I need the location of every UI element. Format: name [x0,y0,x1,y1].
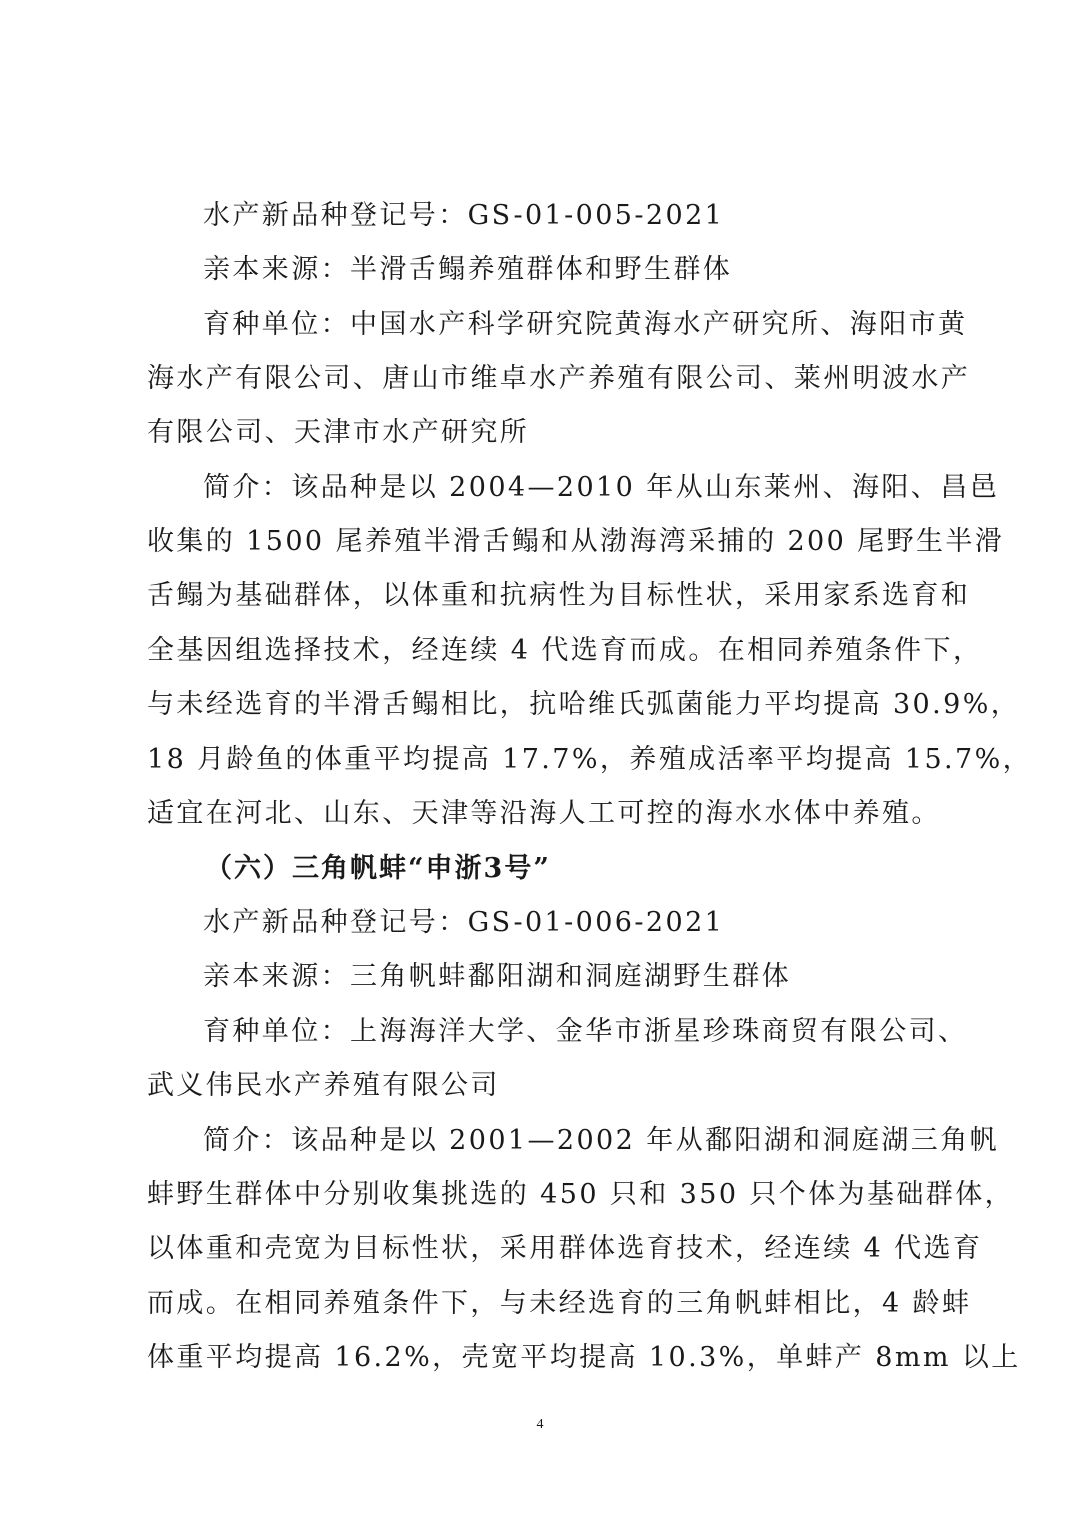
intro-6-line-1: 简介：该品种是以 2001—2002 年从鄱阳湖和洞庭湖三角帆 [203,1125,999,1156]
intro-5-line-7: 适宜在河北、山东、天津等沿海人工可控的海水水体中养殖。 [147,798,941,829]
intro-5-line-1: 简介：该品种是以 2004—2010 年从山东莱州、海阳、昌邑 [203,472,999,503]
page-number: 4 [536,1417,544,1432]
breeders-5-line-3: 有限公司、天津市水产研究所 [147,417,530,448]
registration-number-5: 水产新品种登记号：GS-01-005-2021 [203,200,725,231]
breeders-5-line-2: 海水产有限公司、唐山市维卓水产养殖有限公司、莱州明波水产 [147,363,971,394]
breeders-6-line-1: 育种单位：上海海洋大学、金华市浙星珍珠商贸有限公司、 [203,1016,968,1047]
intro-6-line-4: 而成。在相同养殖条件下，与未经选育的三角帆蚌相比，4 龄蚌 [147,1288,972,1319]
parent-source-5: 亲本来源：半滑舌鳎养殖群体和野生群体 [203,254,733,285]
intro-6-line-3: 以体重和壳宽为目标性状，采用群体选育技术，经连续 4 代选育 [147,1233,983,1264]
section-heading-6: （六）三角帆蚌“申浙3号” [205,853,551,884]
intro-6-line-2: 蚌野生群体中分别收集挑选的 450 只和 350 只个体为基础群体， [147,1179,1014,1210]
intro-5-line-6: 18 月龄鱼的体重平均提高 17.7%，养殖成活率平均提高 15.7%， [147,744,1033,775]
intro-5-line-5: 与未经选育的半滑舌鳎相比，抗哈维氏弧菌能力平均提高 30.9%， [147,689,1021,720]
intro-5-line-4: 全基因组选择技术，经连续 4 代选育而成。在相同养殖条件下， [147,635,983,666]
registration-number-6: 水产新品种登记号：GS-01-006-2021 [203,907,725,938]
parent-source-6: 亲本来源：三角帆蚌鄱阳湖和洞庭湖野生群体 [203,961,791,992]
intro-6-line-5: 体重平均提高 16.2%，壳宽平均提高 10.3%，单蚌产 8mm 以上 [147,1342,1021,1373]
intro-5-line-2: 收集的 1500 尾养殖半滑舌鳎和从渤海湾采捕的 200 尾野生半滑 [147,526,1005,557]
breeders-6-line-2: 武义伟民水产养殖有限公司 [147,1070,500,1101]
intro-5-line-3: 舌鳎为基础群体，以体重和抗病性为目标性状，采用家系选育和 [147,580,971,611]
breeders-5-line-1: 育种单位：中国水产科学研究院黄海水产研究所、海阳市黄 [203,309,968,340]
